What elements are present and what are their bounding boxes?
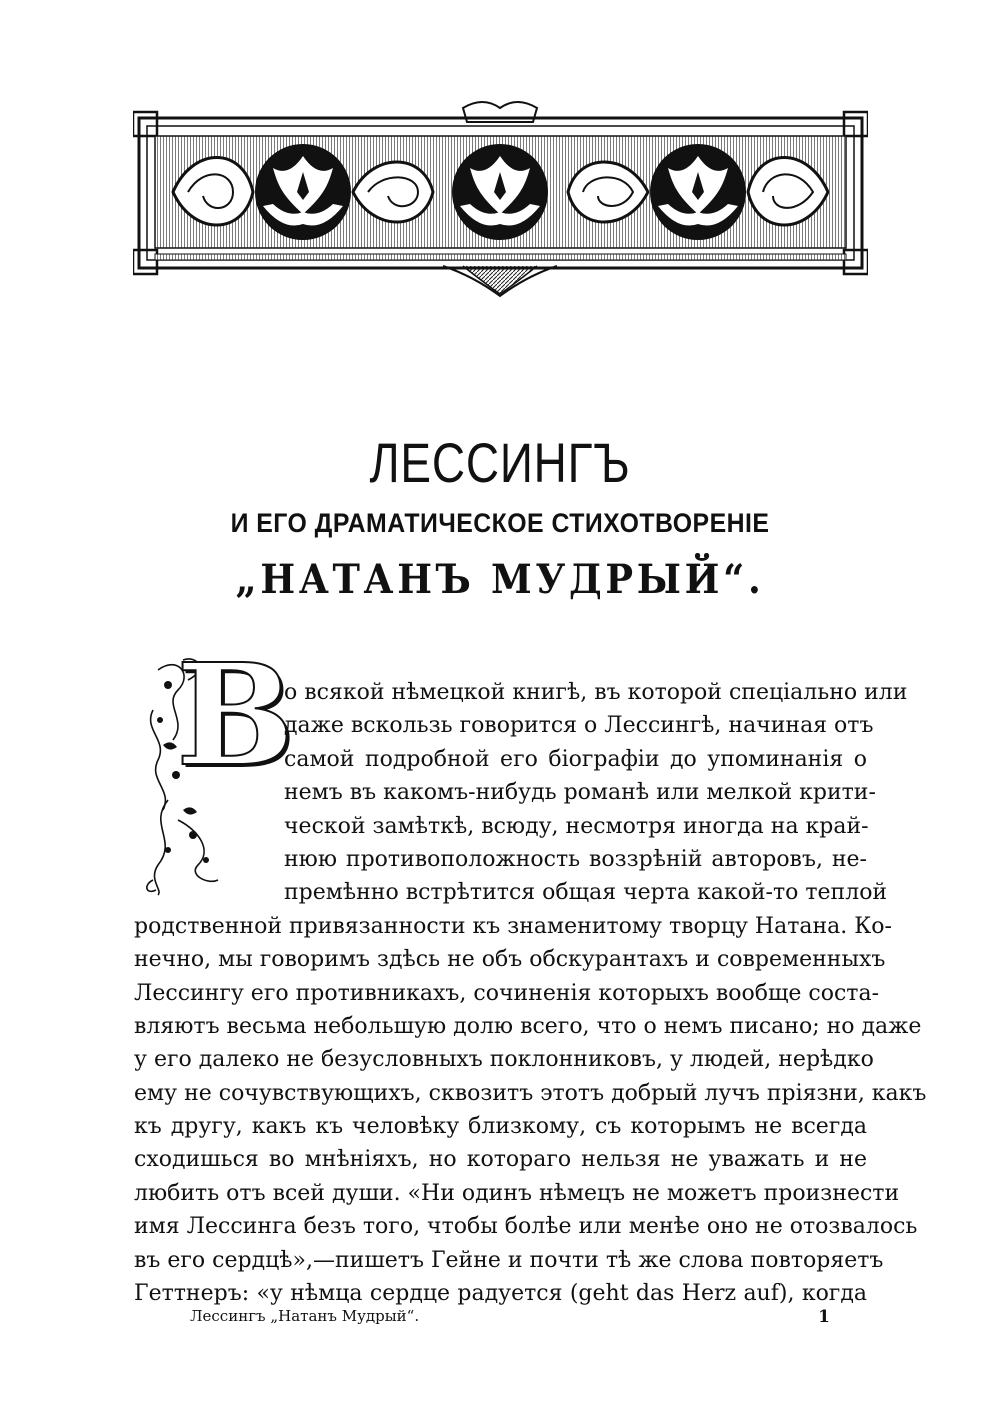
- running-title: Лессингъ „Натанъ Мудрый“.: [190, 1307, 420, 1325]
- page-number: 1: [818, 1307, 830, 1327]
- text-line: Лессингу его противникахъ, сочиненія которыхъ вообще соста-: [134, 980, 880, 1006]
- text-line: Геттнеръ: «у нѣмца сердце радуется (geht das Herz auf), когда: [134, 1281, 867, 1307]
- text-line: премѣнно встрѣтится общая черта какой-то теплой: [284, 880, 888, 906]
- text-line: нюю противоположность воззрѣній авторовъ, не-: [284, 846, 867, 872]
- text-line: вляютъ весьма небольшую долю всего, что о немъ писано; но даже: [134, 1013, 922, 1039]
- book-subtitle: И ЕГО ДРАМАТИЧЕСКОЕ СТИХОТВОРЕНІЕ: [230, 508, 770, 538]
- initial-letter: В: [176, 634, 295, 798]
- text-line: въ его сердцѣ»,—пишетъ Гейне и почти тѣ же слова повторяетъ: [134, 1247, 884, 1273]
- page-footer: [190, 1307, 830, 1331]
- body-text: [134, 676, 927, 1310]
- text-line: ему не сочувствующихъ, сквозитъ этотъ добрый лучъ пріязни, какъ: [134, 1080, 927, 1106]
- work-title: „НАТАНЪ МУДРЫЙ“.: [235, 556, 765, 603]
- text-line: любить отъ всей души. «Ни одинъ нѣмецъ не можетъ произнести: [134, 1180, 900, 1206]
- ornamental-headpiece: [133, 96, 868, 301]
- text-line: даже вскользь говорится о Лессингѣ, начиная отъ: [284, 713, 874, 739]
- text-line: ческой замѣткѣ, всюду, несмотря иногда на край-: [284, 813, 869, 839]
- text-line: къ другу, какъ къ человѣку близкому, съ которымъ не всегда: [134, 1114, 867, 1140]
- text-line: самой подробной его біографіи до упоминанія о: [284, 746, 867, 772]
- text-line: сходишься во мнѣніяхъ, но котораго нельзя не уважать и не: [134, 1147, 867, 1173]
- text-line: нечно, мы говоримъ здѣсь не объ обскурантахъ и современныхъ: [134, 947, 886, 973]
- text-line: о всякой нѣмецкой книгѣ, въ которой спеціально или: [284, 680, 908, 705]
- text-line: родственной привязанности къ знаменитому творцу Натана. Ко-: [134, 913, 892, 939]
- text-line: имя Лессинга безъ того, чтобы болѣе или менѣе оно не отозвалось: [134, 1214, 918, 1240]
- text-line: немъ въ какомъ-нибудь романѣ или мелкой крити-: [284, 780, 876, 806]
- book-title: ЛЕССИНГЪ: [369, 431, 631, 494]
- text-line: у его далеко не безусловныхъ поклонниковъ, у людей, нерѣдко: [134, 1047, 874, 1073]
